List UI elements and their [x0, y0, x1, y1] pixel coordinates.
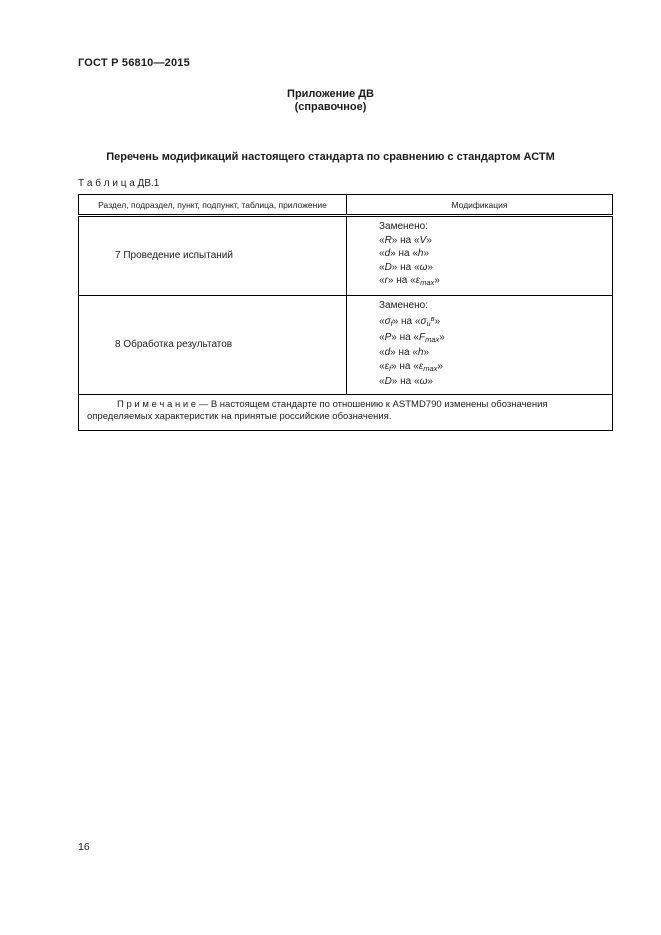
modification-line: Заменено:	[379, 221, 428, 232]
modification-line: Заменено:	[379, 299, 428, 311]
appendix-kind: (справочное)	[294, 101, 367, 113]
table-header-row	[79, 195, 613, 216]
modification-line: «$\sigma_f$» на «$\sigma_и^в$»	[379, 314, 441, 328]
table-row	[79, 216, 613, 296]
modification-line: «D» на «ω»	[379, 261, 433, 273]
modifications-table	[78, 194, 613, 431]
appendix-heading	[0, 88, 661, 114]
table-row	[79, 295, 613, 394]
col-header-section: Раздел, подраздел, пункт, подпункт, таблица, приложение	[79, 195, 347, 216]
modification-line: «D» на «ω»	[379, 376, 433, 387]
doc-number: ГОСТ Р 56810—2015	[78, 57, 190, 69]
modification-cell	[347, 295, 613, 394]
modification-cell	[347, 216, 613, 296]
section-title: Перечень модификаций настоящего стандарта по сравнению с стандартом АСТМ	[106, 151, 555, 163]
section-cell: 8 Обработка результатов	[79, 295, 347, 394]
modification-line: «$\varepsilon_f$» на «$\varepsilon_{max}$»	[379, 360, 443, 373]
page-number: 16	[78, 841, 90, 853]
modification-line: «r» на «$\varepsilon_{max}$»	[379, 275, 440, 287]
modification-line: «d» на «h»	[379, 248, 430, 259]
col-header-modification: Модификация	[347, 195, 613, 216]
note-text: П р и м е ч а н и е — В настоящем стандарте по отношению к ASTMD790 изменены обозначения определяемых характеристик на принятые российские обозначения.	[87, 398, 548, 422]
section-cell: 7 Проведение испытаний	[79, 216, 347, 296]
modification-line: «R» на «V»	[379, 234, 432, 246]
note-cell	[79, 394, 613, 430]
modification-line: «P» на «$F_{max}$»	[379, 331, 445, 344]
modification-line: «d» на «h»	[379, 347, 430, 358]
note-row	[79, 394, 613, 430]
table-label: Т а б л и ц а ДВ.1	[78, 178, 160, 189]
appendix-label: Приложение ДВ	[287, 88, 374, 100]
